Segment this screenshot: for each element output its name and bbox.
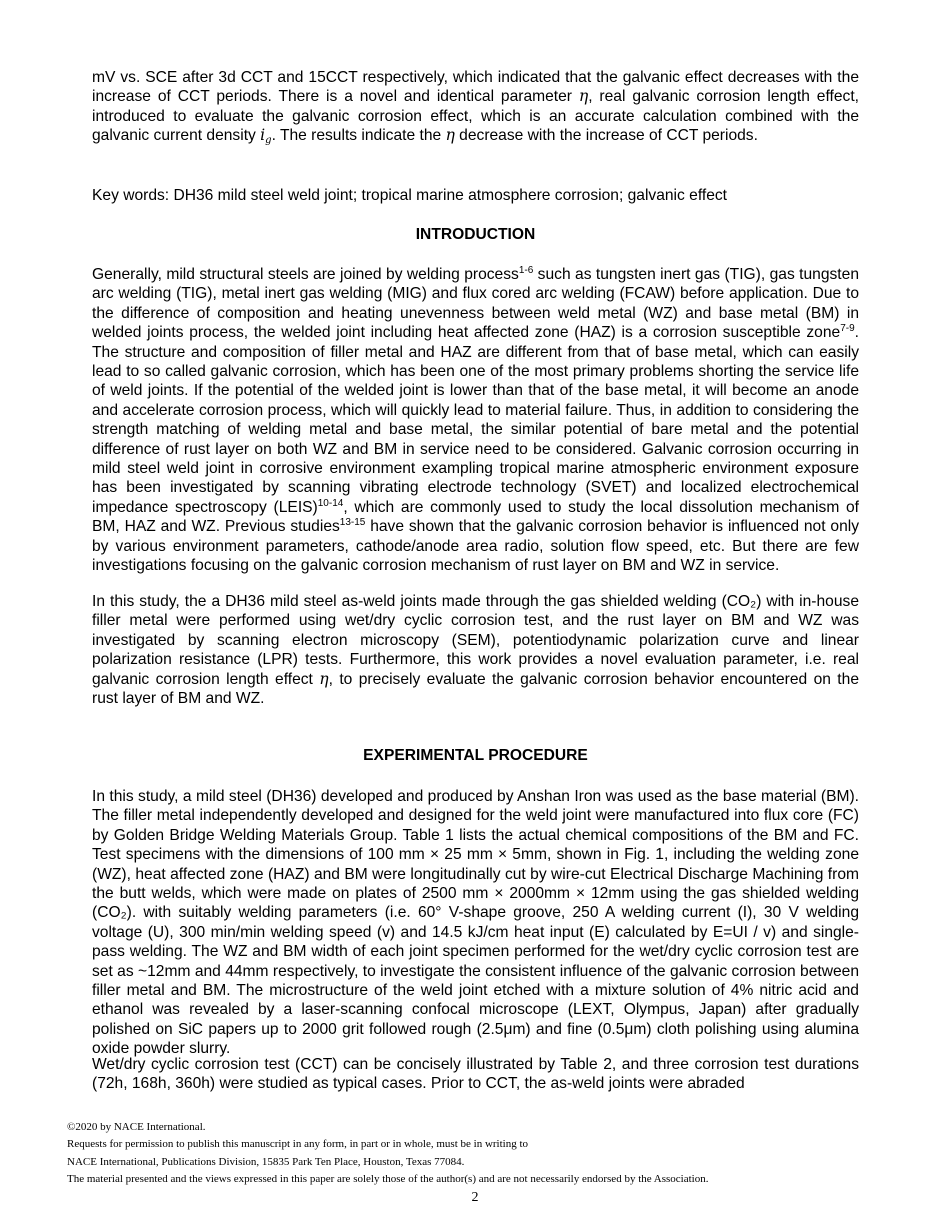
eta-symbol: η [319, 669, 329, 688]
experimental-paragraph-1: In this study, a mild steel (DH36) developed and produced by Anshan Iron was used as the base material (BM). The filler metal independently developed and designed for the weld joint were manufactured into flux core (FC) by Golden Bridge Welding Materials Group. Table 1 lists the actual chemical compositions of the BM and FC. Test specimens with the dimensions of 100 mm × 25 mm × 5mm, shown in Fig. 1, including the welding zone (WZ), heat affected zone (HAZ) and BM were longitudinally cut by wire-cut Electrical Discharge Machining from the butt welds, which were made on plates of 2500 mm × 2000mm × 12mm using the gas shielded welding (CO₂). with suitably welding parameters (i.e. 60° V-shape groove, 250 A welding current (I), 30 V welding voltage (U), 300 min/min welding speed (v) and 14.5 kJ/cm heat input (E) calculated by E=UI / v) and single-pass welding. The WZ and BM width of each joint specimen performed for the wet/dry cyclic corrosion test are set as ~12mm and 44mm respectively, to investigate the consistent influence of the galvanic corrosion between filler metal and BM. The microstructure of the weld joint etched with a mixture solution of 4% nitric acid and ethanol was revealed by a laser-scanning confocal microscope (LEXT, Olympus, Japan) after gradually polished on SiC papers up to 2000 grit followed rough (2.5μm) and fine (0.5μm) cloth polishing using alumina oxide powder slurry. [92, 788, 859, 1058]
intro-text-c: . The structure and composition of filler metal and HAZ are different from that of base metal, which can easily lead to so called galvanic corrosion, which has been one of the most primary problems shorting the service life of weld joints. If the potential of the welded joint is lower than that of the base metal, it will become an anode and accelerate corrosion process, which will quickly lead to material failure. Thus, in addition to considering the strength matching of welding metal and base metal, the similar potential of bare metal and the potential difference of rust layer on both WZ and BM in service need to be considered. Galvanic corrosion occurring in mild steel weld joint in corrosive environment exampling tropical marine atmospheric environment exposure has been investigated by scanning vibrating electrode technology (SVET) and localized electrochemical impedance spectroscopy (LEIS) [92, 324, 859, 516]
citation-1-6: 1-6 [518, 265, 534, 276]
footer-copyright: ©2020 by NACE International. [67, 1121, 206, 1133]
abstract-text-3: . The results indicate the [271, 127, 446, 145]
page-number: 2 [471, 1190, 479, 1205]
eta-symbol: η [578, 87, 589, 106]
intro-text-b: such as tungsten inert gas (TIG), gas tungsten arc welding (TIG), metal inert gas welding (MIG) and flux cored arc welding (FCAW) before application. Due to the difference of composition and heating unevenness between weld metal (WZ) and base metal (BM) in welded joints process, the welded joint including heat affected zone (HAZ) is a corrosion susceptible zone [92, 266, 859, 342]
abstract-continuation [92, 68, 859, 146]
intro-p2-text-a: In this study, the a DH36 mild steel as-weld joints made through the gas shielded welding (CO₂) with in-house filler metal were performed using wet/dry cyclic corrosion test, and the rust layer on BM and WZ was investigated by scanning electron microscopy (SEM), potentiodynamic polarization curve and linear polarization resistance (LPR) tests. Furthermore, this work provides a novel evaluation parameter, i.e. real galvanic corrosion length effect [92, 593, 859, 688]
introduction-paragraph-2 [92, 592, 859, 708]
intro-text-e: have shown that the galvanic corrosion behavior is influenced not only by various environment parameters, cathode/anode area radio, solution flow speed, etc. But there are few investigations focusing on the galvanic corrosion mechanism of rust layer on BM and WZ in service. [92, 518, 859, 575]
experimental-procedure-heading: EXPERIMENTAL PROCEDURE [363, 747, 588, 764]
footer-address-line: NACE International, Publications Division, 15835 Park Ten Place, Houston, Texas 77084. [67, 1156, 465, 1168]
eta-symbol: η [445, 126, 455, 145]
experimental-paragraph-2: Wet/dry cyclic corrosion test (CCT) can be concisely illustrated by Table 2, and three corrosion test durations (72h, 168h, 360h) were studied as typical cases. Prior to CCT, the as-weld joints were abraded [92, 1056, 859, 1093]
abstract-text-1: mV vs. SCE after 3d CCT and 15CCT respectively, which indicated that the galvanic effect decreases with the increase of CCT periods. There is a novel and identical parameter [92, 69, 859, 106]
intro-text-a: Generally, mild structural steels are joined by welding process [92, 266, 519, 283]
footer-disclaimer-line: The material presented and the views expressed in this paper are solely those of the author(s) and are not necessarily endorsed by the Association. [67, 1173, 709, 1185]
galvanic-current-symbol [260, 126, 272, 147]
abstract-text-4: decrease with the increase of CCT periods. [454, 127, 758, 145]
intro-p2-text-b: , to precisely evaluate the galvanic corrosion behavior encountered on the rust layer of BM and WZ. [92, 670, 859, 708]
abstract-text-2: , real galvanic corrosion length effect, introduced to evaluate the galvanic corrosion effect, which is an accurate calculation combined with the galvanic current density [92, 88, 859, 145]
citation-13-15: 13-15 [339, 517, 366, 529]
intro-text-d: , which are commonly used to study the local dissolution mechanism of BM, HAZ and WZ. Previous studies [92, 498, 860, 536]
i-symbol: i [260, 126, 266, 145]
g-subscript: g [265, 135, 272, 147]
keywords: Key words: DH36 mild steel weld joint; tropical marine atmosphere corrosion; galvanic effect [92, 187, 728, 204]
introduction-paragraph-1 [92, 265, 859, 576]
footer-permission-line: Requests for permission to publish this manuscript in any form, in part or in whole, must be in writing to [67, 1138, 529, 1150]
introduction-heading: INTRODUCTION [415, 226, 536, 243]
citation-10-14: 10-14 [317, 497, 344, 509]
citation-7-9: 7-9 [840, 323, 855, 335]
